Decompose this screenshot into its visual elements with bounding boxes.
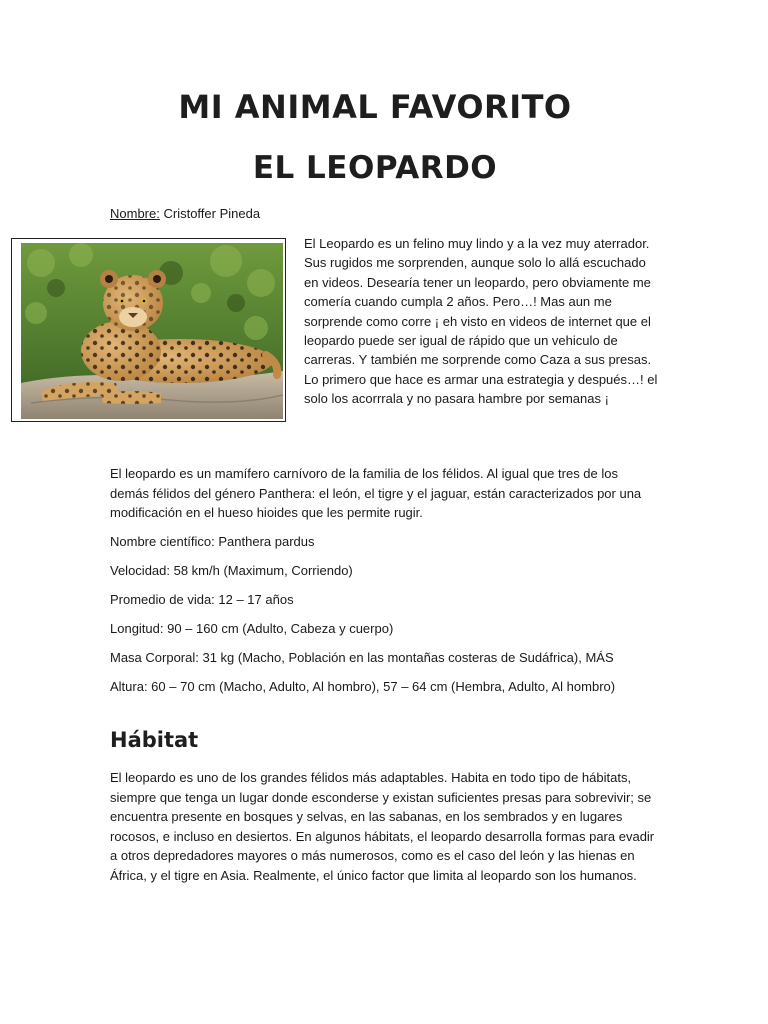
leopard-photo bbox=[21, 243, 283, 419]
photo-frame bbox=[11, 238, 286, 422]
author-name: Cristoffer Pineda bbox=[159, 206, 261, 221]
fact-speed: Velocidad: 58 km/h (Maximum, Corriendo) bbox=[110, 563, 353, 578]
description-paragraph: El leopardo es un mamífero carnívoro de la familia de los félidos. Al igual que tres de los demás félidos del género Panthera: el león, el tigre y el jaguar, están caracterizados por una modificación en el hueso hioides que les permite rugir. bbox=[110, 466, 642, 520]
document-subtitle: EL LEOPARDO bbox=[252, 150, 498, 186]
fact-body-mass: Masa Corporal: 31 kg (Macho, Población en las montañas costeras de Sudáfrica), MÁS bbox=[110, 650, 614, 665]
habitat-heading: Hábitat bbox=[110, 728, 199, 752]
author-line bbox=[110, 206, 260, 221]
document-title: MI ANIMAL FAVORITO bbox=[178, 88, 572, 126]
fact-length: Longitud: 90 – 160 cm (Adulto, Cabeza y cuerpo) bbox=[110, 621, 394, 636]
fact-scientific-name: Nombre científico: Panthera pardus bbox=[110, 534, 315, 549]
habitat-paragraph: El leopardo es uno de los grandes félidos más adaptables. Habita en todo tipo de hábitats, siempre que tenga un lugar donde esconderse y existan suficientes presas para sobrevivir; se encuentra presente en bosques y selvas, en las sabanas, en los sembrados y en lugares rocosos, e incluso en desiertos. En algunos hábitats, el leopardo desarrolla formas para evadir a otros depredadores mayores o más numerosos, como es el caso del león y las hienas en África, y el tigre en Asia. Realmente, el único factor que limita al leopardo son los humanos. bbox=[110, 770, 655, 883]
fact-lifespan: Promedio de vida: 12 – 17 años bbox=[110, 592, 294, 607]
leopard-illustration bbox=[21, 243, 283, 419]
fact-height: Altura: 60 – 70 cm (Macho, Adulto, Al hombro), 57 – 64 cm (Hembra, Adulto, Al hombro) bbox=[110, 679, 616, 694]
intro-paragraph: El Leopardo es un felino muy lindo y a la vez muy aterrador. Sus rugidos me sorprenden, aunque solo lo allá escuchado en videos. Desearía tener un leopardo, pero obviamente me comería cuando cumpla 2 años. Pero…! Mas aun me sorprende como corre ¡ eh visto en videos de internet que el leopardo puede ser igual de rápido que un vehiculo de carreras. Y también me sorprende como Caza a sus presas. Lo primero que hace es armar una estrategia y después…! el solo los acorrrala y no pasara hambre por semanas ¡ bbox=[304, 236, 658, 407]
author-label: Nombre: bbox=[110, 206, 160, 221]
